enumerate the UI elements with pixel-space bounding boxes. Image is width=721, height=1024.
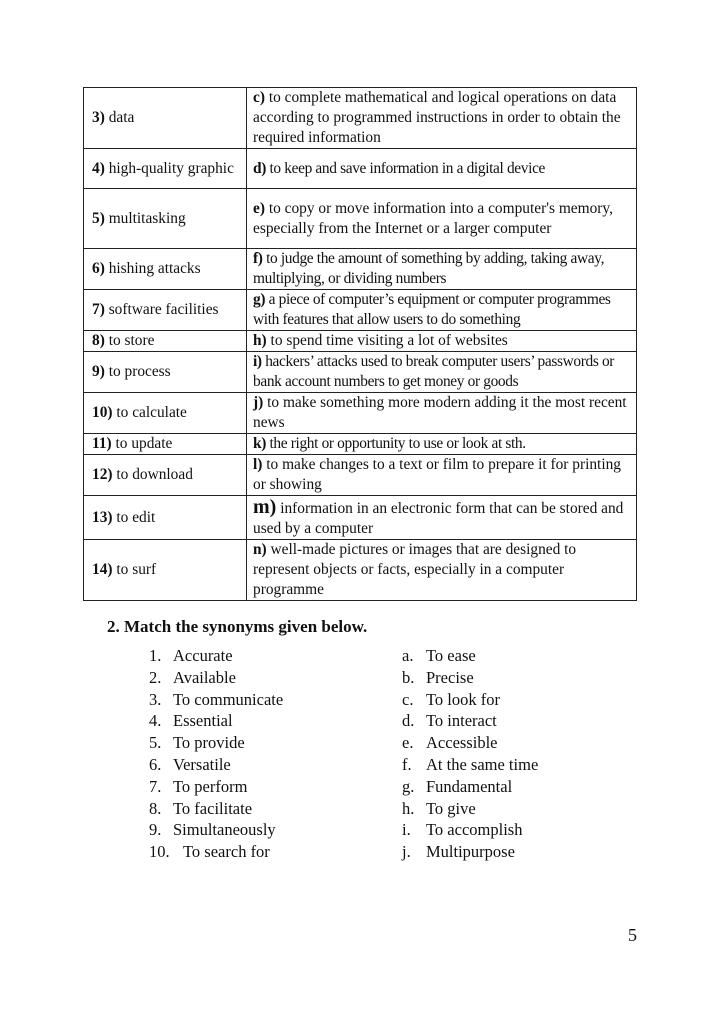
item-text: Precise (426, 667, 474, 687)
term-cell (84, 496, 247, 540)
term-cell (84, 290, 247, 331)
table-row (84, 88, 637, 149)
definition-letter: l) (253, 456, 263, 473)
table-row (84, 189, 637, 249)
definition-text: hackers’ attacks used to break computer users’ passwords or bank account numbers to get money or goods (253, 353, 615, 390)
table-row (84, 352, 637, 393)
list-item (149, 841, 283, 863)
definition-text: to judge the amount of something by adding, taking away, multiplying, or dividing numbers (253, 250, 605, 287)
item-text: Available (173, 667, 236, 687)
table-row (84, 149, 637, 189)
definition-letter: i) (253, 353, 262, 370)
item-text: Essential (173, 711, 233, 731)
definition-letter: h) (253, 332, 267, 349)
term-cell (84, 434, 247, 455)
term-text: data (108, 109, 135, 126)
item-marker: i. (402, 820, 411, 840)
term-cell (84, 455, 247, 496)
definition-text: to complete mathematical and logical operations on data according to programmed instructions in order to obtain the required information (253, 89, 621, 146)
definition-cell (247, 149, 637, 189)
item-marker: j. (402, 842, 411, 862)
table-row (84, 331, 637, 352)
item-marker: f. (402, 754, 412, 774)
definition-cell (247, 393, 637, 434)
list-item (149, 819, 283, 841)
item-marker: c. (402, 689, 414, 709)
item-marker: 9. (149, 820, 162, 840)
definition-cell (247, 88, 637, 149)
table-row (84, 540, 637, 601)
term-text: to calculate (116, 404, 187, 421)
term-number: 7) (92, 301, 105, 318)
item-text: To provide (173, 733, 245, 753)
item-text: To perform (173, 776, 248, 796)
item-marker: a. (402, 646, 414, 665)
list-item (149, 710, 283, 732)
item-marker: b. (402, 667, 415, 687)
term-number: 3) (92, 109, 105, 126)
definition-letter: d) (253, 159, 266, 177)
table-row (84, 455, 637, 496)
item-text: To look for (426, 689, 501, 709)
item-text: To search for (183, 842, 270, 862)
list-item (402, 798, 538, 820)
definition-letter: k) (253, 435, 266, 452)
term-number: 5) (92, 209, 105, 227)
item-marker: 10. (149, 842, 170, 862)
item-text: To ease (426, 646, 476, 665)
definition-cell (247, 249, 637, 290)
term-number: 13) (92, 508, 113, 526)
term-text: hishing attacks (108, 260, 201, 277)
table-row (84, 290, 637, 331)
definition-text: information in an electronic form that can be stored and used by a computer (253, 499, 624, 537)
definition-letter: j) (253, 394, 264, 411)
item-marker: 3. (149, 689, 162, 709)
item-marker: 5. (149, 733, 162, 753)
term-number: 12) (92, 466, 113, 483)
item-marker: d. (402, 711, 415, 731)
item-text: Simultaneously (173, 820, 276, 840)
term-text: multitasking (108, 209, 186, 227)
definition-cell (247, 455, 637, 496)
term-cell (84, 189, 247, 249)
definition-cell (247, 189, 637, 249)
item-marker: 8. (149, 798, 162, 818)
term-number: 6) (92, 260, 105, 277)
definition-letter: c) (253, 89, 265, 106)
synonyms-left-list (149, 645, 283, 863)
term-cell (84, 393, 247, 434)
list-item (402, 732, 538, 754)
item-text: To facilitate (173, 798, 253, 818)
item-marker: 7. (149, 776, 162, 796)
term-number: 9) (92, 363, 105, 380)
table-row (84, 496, 637, 540)
definition-text: well-made pictures or images that are designed to represent objects or facts, especially in a computer programme (253, 541, 577, 598)
item-text: Accurate (173, 646, 233, 665)
item-marker: h. (402, 798, 415, 818)
item-marker: g. (402, 776, 415, 796)
item-text: Accessible (426, 733, 498, 753)
term-text: to store (108, 332, 155, 349)
definition-letter: f) (253, 250, 263, 267)
definition-cell (247, 331, 637, 352)
definition-letter: n) (253, 541, 267, 558)
definition-cell (247, 496, 637, 540)
term-cell (84, 352, 247, 393)
synonyms-right-list (402, 645, 538, 863)
list-item (149, 776, 283, 798)
item-text: Versatile (173, 754, 231, 774)
item-text: At the same time (426, 754, 539, 774)
term-text: to process (108, 363, 171, 380)
definition-cell (247, 540, 637, 601)
matching-table (83, 87, 637, 601)
definition-letter: e) (253, 199, 265, 217)
term-text: to surf (116, 561, 157, 578)
item-text: Multipurpose (426, 842, 515, 862)
term-text: to download (116, 466, 193, 483)
term-cell (84, 331, 247, 352)
item-marker: 4. (149, 711, 162, 731)
definition-letter: m) (253, 495, 277, 518)
list-item (149, 645, 283, 667)
definition-cell (247, 290, 637, 331)
item-marker: 2. (149, 667, 162, 687)
item-marker: 6. (149, 754, 162, 774)
term-cell (84, 149, 247, 189)
list-item (149, 667, 283, 689)
term-text: software facilities (108, 301, 219, 318)
item-marker: 1. (149, 646, 162, 665)
item-text: To accomplish (426, 820, 523, 840)
term-cell (84, 88, 247, 149)
term-text: to edit (116, 508, 156, 526)
list-item (402, 645, 538, 667)
definition-text: to make something more modern adding it the most recent news (253, 394, 627, 431)
definition-text: to spend time visiting a lot of websites (270, 332, 508, 349)
page-number: 5 (628, 925, 637, 945)
term-cell (84, 540, 247, 601)
definition-text: a piece of computer’s equipment or computer programmes with features that allow users to do something (253, 291, 611, 328)
definition-letter: g) (253, 291, 266, 308)
term-text: high-quality graphic (108, 159, 234, 177)
definition-cell (247, 352, 637, 393)
definition-cell (247, 434, 637, 455)
definition-text: to make changes to a text or film to prepare it for printing or showing (253, 456, 621, 493)
list-item (402, 689, 538, 711)
definition-text: to keep and save information in a digital device (269, 159, 546, 177)
term-number: 11) (92, 435, 112, 452)
definition-text: to copy or move information into a computer's memory, especially from the Internet or a larger computer (253, 199, 613, 237)
term-cell (84, 249, 247, 290)
list-item (402, 819, 538, 841)
item-text: Fundamental (426, 776, 513, 796)
item-text: To communicate (173, 689, 284, 709)
list-item (402, 710, 538, 732)
table-row (84, 249, 637, 290)
definition-text: the right or opportunity to use or look at sth. (269, 435, 526, 452)
list-item (402, 776, 538, 798)
term-number: 14) (92, 561, 113, 578)
term-text: to update (115, 435, 173, 452)
table-row (84, 434, 637, 455)
term-number: 10) (92, 404, 113, 421)
list-item (149, 689, 283, 711)
list-item (149, 732, 283, 754)
list-item (149, 754, 283, 776)
term-number: 8) (92, 332, 105, 349)
item-text: To interact (426, 711, 497, 731)
table-row (84, 393, 637, 434)
list-item (402, 754, 538, 776)
term-number: 4) (92, 159, 105, 177)
list-item (402, 667, 538, 689)
list-item (149, 798, 283, 820)
list-item (402, 841, 538, 863)
item-marker: e. (402, 733, 414, 753)
exercise-heading: 2. Match the synonyms given below. (107, 617, 368, 636)
item-text: To give (426, 798, 476, 818)
